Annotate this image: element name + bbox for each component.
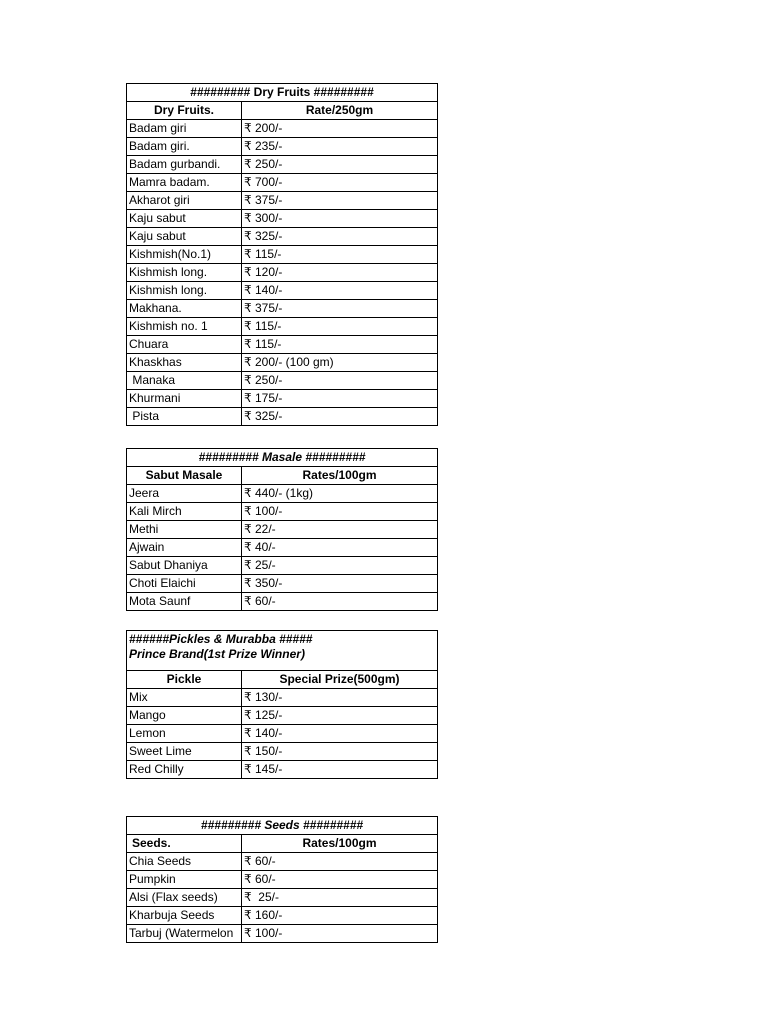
item-name-cell: Badam giri. bbox=[127, 138, 242, 156]
item-name-cell: Lemon bbox=[127, 725, 242, 743]
item-rate-cell: ₹ 350/- bbox=[242, 575, 438, 593]
table-row bbox=[127, 336, 438, 354]
table-row bbox=[127, 907, 438, 925]
table-row bbox=[127, 372, 438, 390]
seeds-title bbox=[127, 817, 438, 835]
dry-fruits-table bbox=[126, 83, 438, 426]
item-name-cell: Kishmish(No.1) bbox=[127, 246, 242, 264]
item-name-cell: Jeera bbox=[127, 485, 242, 503]
table-row bbox=[127, 318, 438, 336]
item-name-cell: Choti Elaichi bbox=[127, 575, 242, 593]
table-row bbox=[127, 725, 438, 743]
item-rate-cell: ₹ 235/- bbox=[242, 138, 438, 156]
table-row bbox=[127, 282, 438, 300]
table-row bbox=[127, 593, 438, 611]
table-row bbox=[127, 925, 438, 943]
item-rate-cell: ₹ 375/- bbox=[242, 192, 438, 210]
item-rate-cell: ₹ 25/- bbox=[242, 889, 438, 907]
item-name-cell: Ajwain bbox=[127, 539, 242, 557]
masale-rows bbox=[127, 485, 438, 611]
seeds-title-row bbox=[127, 817, 438, 835]
item-name-cell: Kishmish long. bbox=[127, 282, 242, 300]
item-name-cell: Mango bbox=[127, 707, 242, 725]
table-row bbox=[127, 485, 438, 503]
table-row bbox=[127, 354, 438, 372]
item-name-cell: Kishmish long. bbox=[127, 264, 242, 282]
item-rate-cell: ₹ 140/- bbox=[242, 282, 438, 300]
dry-fruits-header-item: Dry Fruits. bbox=[127, 102, 242, 120]
item-name-cell: Mix bbox=[127, 689, 242, 707]
item-name-cell: Sweet Lime bbox=[127, 743, 242, 761]
item-name-cell: Sabut Dhaniya bbox=[127, 557, 242, 575]
item-rate-cell: ₹ 40/- bbox=[242, 539, 438, 557]
table-row bbox=[127, 246, 438, 264]
pickles-title-line2: Prince Brand(1st Prize Winner) bbox=[129, 647, 305, 661]
item-name-cell: Kaju sabut bbox=[127, 210, 242, 228]
seeds-header-row bbox=[127, 835, 438, 853]
masale-title-text: ######### Masale ######### bbox=[198, 450, 366, 464]
item-name-cell: Red Chilly bbox=[127, 761, 242, 779]
item-name-cell: Mota Saunf bbox=[127, 593, 242, 611]
seeds-title-text: ######### Seeds ######### bbox=[200, 818, 364, 832]
table-row bbox=[127, 390, 438, 408]
table-row bbox=[127, 264, 438, 282]
item-rate-cell: ₹ 100/- bbox=[242, 925, 438, 943]
item-rate-cell: ₹ 140/- bbox=[242, 725, 438, 743]
item-name-cell: Kaju sabut bbox=[127, 228, 242, 246]
item-rate-cell: ₹ 60/- bbox=[242, 593, 438, 611]
item-rate-cell: ₹ 325/- bbox=[242, 408, 438, 426]
item-name-cell: Kali Mirch bbox=[127, 503, 242, 521]
item-rate-cell: ₹ 100/- bbox=[242, 503, 438, 521]
item-name-cell: Kharbuja Seeds bbox=[127, 907, 242, 925]
item-name-cell: Akharot giri bbox=[127, 192, 242, 210]
pickles-header-item: Pickle bbox=[127, 671, 242, 689]
item-rate-cell: ₹ 700/- bbox=[242, 174, 438, 192]
pickles-rows bbox=[127, 689, 438, 779]
masale-header-rate: Rates/100gm bbox=[242, 467, 438, 485]
masale-header-item: Sabut Masale bbox=[127, 467, 242, 485]
table-row bbox=[127, 503, 438, 521]
item-rate-cell: ₹ 250/- bbox=[242, 156, 438, 174]
table-row bbox=[127, 889, 438, 907]
item-name-cell: Badam giri bbox=[127, 120, 242, 138]
pickles-title bbox=[127, 631, 438, 671]
item-name-cell: Alsi (Flax seeds) bbox=[127, 889, 242, 907]
item-name-cell: Manaka bbox=[127, 372, 242, 390]
table-row bbox=[127, 689, 438, 707]
item-name-cell: Tarbuj (Watermelon bbox=[127, 925, 242, 943]
table-row bbox=[127, 871, 438, 889]
table-row bbox=[127, 557, 438, 575]
item-rate-cell: ₹ 60/- bbox=[242, 853, 438, 871]
table-row bbox=[127, 743, 438, 761]
seeds-header-item: Seeds. bbox=[127, 835, 242, 853]
item-rate-cell: ₹ 120/- bbox=[242, 264, 438, 282]
table-row bbox=[127, 210, 438, 228]
item-name-cell: Khaskhas bbox=[127, 354, 242, 372]
seeds-rows bbox=[127, 853, 438, 943]
table-row bbox=[127, 138, 438, 156]
table-row bbox=[127, 300, 438, 318]
item-rate-cell: ₹ 115/- bbox=[242, 336, 438, 354]
item-name-cell: Makhana. bbox=[127, 300, 242, 318]
item-rate-cell: ₹ 175/- bbox=[242, 390, 438, 408]
dry-fruits-header-rate: Rate/250gm bbox=[242, 102, 438, 120]
table-row bbox=[127, 521, 438, 539]
item-name-cell: Pista bbox=[127, 408, 242, 426]
item-rate-cell: ₹ 150/- bbox=[242, 743, 438, 761]
pickles-header-rate: Special Prize(500gm) bbox=[242, 671, 438, 689]
table-row bbox=[127, 761, 438, 779]
item-rate-cell: ₹ 60/- bbox=[242, 871, 438, 889]
item-rate-cell: ₹ 115/- bbox=[242, 318, 438, 336]
item-name-cell: Badam gurbandi. bbox=[127, 156, 242, 174]
item-rate-cell: ₹ 25/- bbox=[242, 557, 438, 575]
masale-title-row bbox=[127, 449, 438, 467]
table-row bbox=[127, 575, 438, 593]
item-rate-cell: ₹ 200/- bbox=[242, 120, 438, 138]
item-name-cell: Chuara bbox=[127, 336, 242, 354]
item-name-cell: Khurmani bbox=[127, 390, 242, 408]
item-name-cell: Kishmish no. 1 bbox=[127, 318, 242, 336]
dry-fruits-header-row bbox=[127, 102, 438, 120]
item-rate-cell: ₹ 130/- bbox=[242, 689, 438, 707]
item-rate-cell: ₹ 160/- bbox=[242, 907, 438, 925]
table-row bbox=[127, 408, 438, 426]
seeds-header-rate: Rates/100gm bbox=[242, 835, 438, 853]
pickles-title-row bbox=[127, 631, 438, 671]
pickles-title-line1: ######Pickles & Murabba ##### bbox=[129, 632, 313, 646]
item-rate-cell: ₹ 200/- (100 gm) bbox=[242, 354, 438, 372]
dry-fruits-title-row bbox=[127, 84, 438, 102]
item-rate-cell: ₹ 145/- bbox=[242, 761, 438, 779]
seeds-table bbox=[126, 816, 438, 943]
masale-header-row bbox=[127, 467, 438, 485]
item-rate-cell: ₹ 250/- bbox=[242, 372, 438, 390]
table-row bbox=[127, 539, 438, 557]
item-rate-cell: ₹ 115/- bbox=[242, 246, 438, 264]
table-row bbox=[127, 853, 438, 871]
item-name-cell: Methi bbox=[127, 521, 242, 539]
item-rate-cell: ₹ 375/- bbox=[242, 300, 438, 318]
table-row bbox=[127, 192, 438, 210]
item-name-cell: Chia Seeds bbox=[127, 853, 242, 871]
item-rate-cell: ₹ 300/- bbox=[242, 210, 438, 228]
pickles-table bbox=[126, 630, 438, 779]
dry-fruits-rows bbox=[127, 120, 438, 426]
dry-fruits-title: ######### Dry Fruits ######### bbox=[127, 84, 438, 102]
masale-title bbox=[127, 449, 438, 467]
item-rate-cell: ₹ 22/- bbox=[242, 521, 438, 539]
item-rate-cell: ₹ 325/- bbox=[242, 228, 438, 246]
item-rate-cell: ₹ 440/- (1kg) bbox=[242, 485, 438, 503]
table-row bbox=[127, 707, 438, 725]
table-row bbox=[127, 120, 438, 138]
masale-table bbox=[126, 448, 438, 611]
table-row bbox=[127, 156, 438, 174]
item-name-cell: Mamra badam. bbox=[127, 174, 242, 192]
item-rate-cell: ₹ 125/- bbox=[242, 707, 438, 725]
table-row bbox=[127, 174, 438, 192]
item-name-cell: Pumpkin bbox=[127, 871, 242, 889]
pickles-header-row bbox=[127, 671, 438, 689]
table-row bbox=[127, 228, 438, 246]
